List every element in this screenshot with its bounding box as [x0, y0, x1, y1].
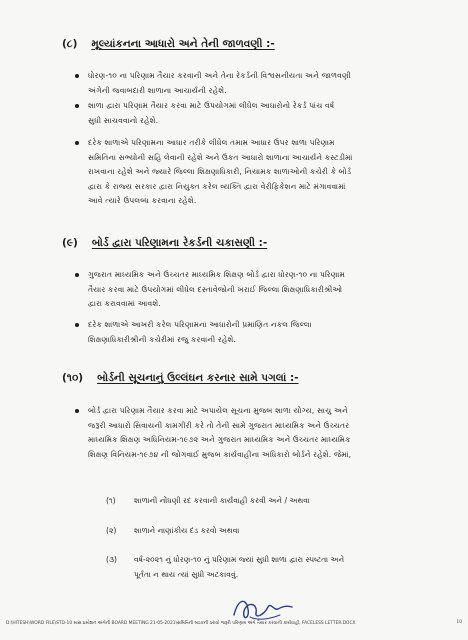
- bullet-line: દ્વારા કરાવવામાં આવશે.: [88, 299, 161, 308]
- section-9-bullet-1: [88, 268, 408, 312]
- bullet-line: સુધી સાચવવાનો રહેશે.: [88, 115, 159, 125]
- section-8-heading: [62, 38, 275, 51]
- section-10-bullet-1: [88, 404, 408, 462]
- item-text: શાળાની નોંધણી રદ કરવાની કાર્યવાહી કરવી અને / અથવા: [134, 496, 310, 505]
- bullet-line: આવે ત્યારે ઉપલબ્ધ કરવાના રહેશે.: [88, 196, 197, 205]
- page-number: 10: [456, 620, 462, 625]
- section-8-bullet-3: [88, 136, 408, 209]
- bullet-line: અંગેની જવાબદારી શાળાના આચાર્યની રહેશે.: [88, 85, 227, 95]
- bullet-line: ગુજરાત માધ્યમિક અને ઉચ્ચતર માધ્યમિક શિક્ષણ બોર્ડ દ્વારા ધોરણ-૧૦ ના પરિણામ: [88, 270, 345, 279]
- bullet-line: શિક્ષણાધિકારીશ્રીની કચેરીમાં રજુ કરવાની રહેશે.: [88, 334, 237, 344]
- bullet-line: શાળા દ્વારા પરિણામ તૈયાર કરવા માટે ઉપયોગમાં લીધેલ આધારોનો રેકર્ડ પાંચ વર્ષ: [88, 101, 335, 110]
- section-10-item-1: [106, 496, 310, 506]
- item-text: શાળાને નાણાંકીય દંડ કરવો અથવા: [134, 526, 240, 535]
- item-text: વર્ષ-૨૦૨૧ નું ધોરણ-૧૦ નું પરિણામ જ્યાં સુધી શાળા દ્વારા સ્પષ્ટતા અને: [134, 555, 345, 564]
- bullet-line: સમિતિના સભ્યોની સહિ લેવાની રહેશે અને ઉકત આધારો શાળાના આચાર્યને કસ્ટડીમાં: [88, 152, 353, 162]
- bullet-line: તૈયાર કરવા માટે ઉપયોગમાં લીધેલ દસ્તાવેજોની ખરાઈ જિલ્લા શિક્ષણાધિકારીશ્રીઓ: [88, 284, 343, 294]
- item-number: (૩): [106, 555, 117, 564]
- section-10-title: બોર્ડની સૂચનાનું ઉલ્લંઘન કરનાર સામે પગલાં :-: [97, 372, 299, 384]
- section-10-item-3-continuation: પૂર્તતા ન થાય ત્યાં સુધી અટકાવવું.: [134, 570, 239, 579]
- bullet-line: શિક્ષણ વિનિયમ-૧૯૭૪ ની જોગવાઈ મુજબ કાર્યવાહીના અધિકારો બોર્ડને રહેશે. જેમાં,: [88, 449, 352, 459]
- bullet-line: દ્વારા કે રાજ્ય સરકાર દ્વારા નિયુક્ત કરેલ વ્યક્તિ દ્વારા વેરીફિકેશન માટે મંગાવવામાં: [88, 181, 346, 191]
- section-8-bullet-2: [88, 99, 408, 128]
- footer-file-path: D:\HITESH\WORD FILE\STD-10 માસ પ્રમોશન અંગેની BOARD MEETING 21-05-2021\સમિતિની બઠકની ઠરાવો જરૂરી પરિણામ અંગે તૈયાર કરવાની કાર્યવાહી, FACELESS LETTER.DOCX: [6, 621, 356, 626]
- section-8-title: મૂલ્યાંકનના આધારો અને તેની જાળવણી :-: [91, 38, 275, 50]
- bullet-line: દરેક શાળાએ આખરી કરેલ પરિણામના આધારોની પ્રમાણિત નકલ જિલ્લા: [88, 320, 312, 329]
- section-10-item-2: [106, 526, 239, 536]
- bullet-line: દરેક શાળાએ પરિણામના આધાર તરીકે લીધેલ તમામ આધાર ઉપર શાળા પરિણામ: [88, 138, 335, 147]
- bullet-line: બોર્ડ દ્વારા પરિણામ તૈયાર કરવા માટે અપાયેલ સૂચના મુજબ શાળા યોગ્ય, સાચુ અને: [88, 406, 348, 415]
- section-9-title: બોર્ડ દ્વારા પરિણામના રેકર્ડની ચકાસણી :-: [91, 237, 268, 249]
- section-9-heading: [62, 237, 267, 250]
- item-number: (૨): [106, 526, 117, 535]
- section-8-bullet-1: [88, 69, 408, 98]
- section-10-number: (૧૦): [62, 372, 84, 384]
- bullet-line: જરૂરી આધારો સિવાયની કામગીરી કરે તો તેની સામે ગુજરાત માધ્યમિક અને ઉચ્ચતર: [88, 420, 350, 430]
- section-10-heading: [62, 372, 299, 385]
- section-9-bullet-2: [88, 318, 408, 347]
- bullet-line: ધોરણ-૧૦ ના પરિણામ તૈયાર કરવાની અને તેના રેકર્ડની વિશ્વસનીયતા અને જાળવણી: [88, 71, 352, 80]
- bullet-line: માધ્યમિક શિક્ષણ અધિનિયમ-૧૯૭૨ અને ગુજરાત માધ્યમિક અને ઉચ્ચતર માધ્યમિક: [88, 435, 351, 444]
- footer: [6, 620, 462, 626]
- item-number: (૧): [106, 496, 116, 505]
- section-8-number: (૮): [62, 38, 78, 50]
- section-9-number: (૯): [62, 237, 78, 249]
- bullet-line: રાખવાના રહેશે અને જ્યારે જિલ્લા શિક્ષણાધિકારી, નિયામક શાળાઓની કચેરી કે બોર્ડ: [88, 167, 352, 176]
- section-10-item-3: [106, 555, 344, 565]
